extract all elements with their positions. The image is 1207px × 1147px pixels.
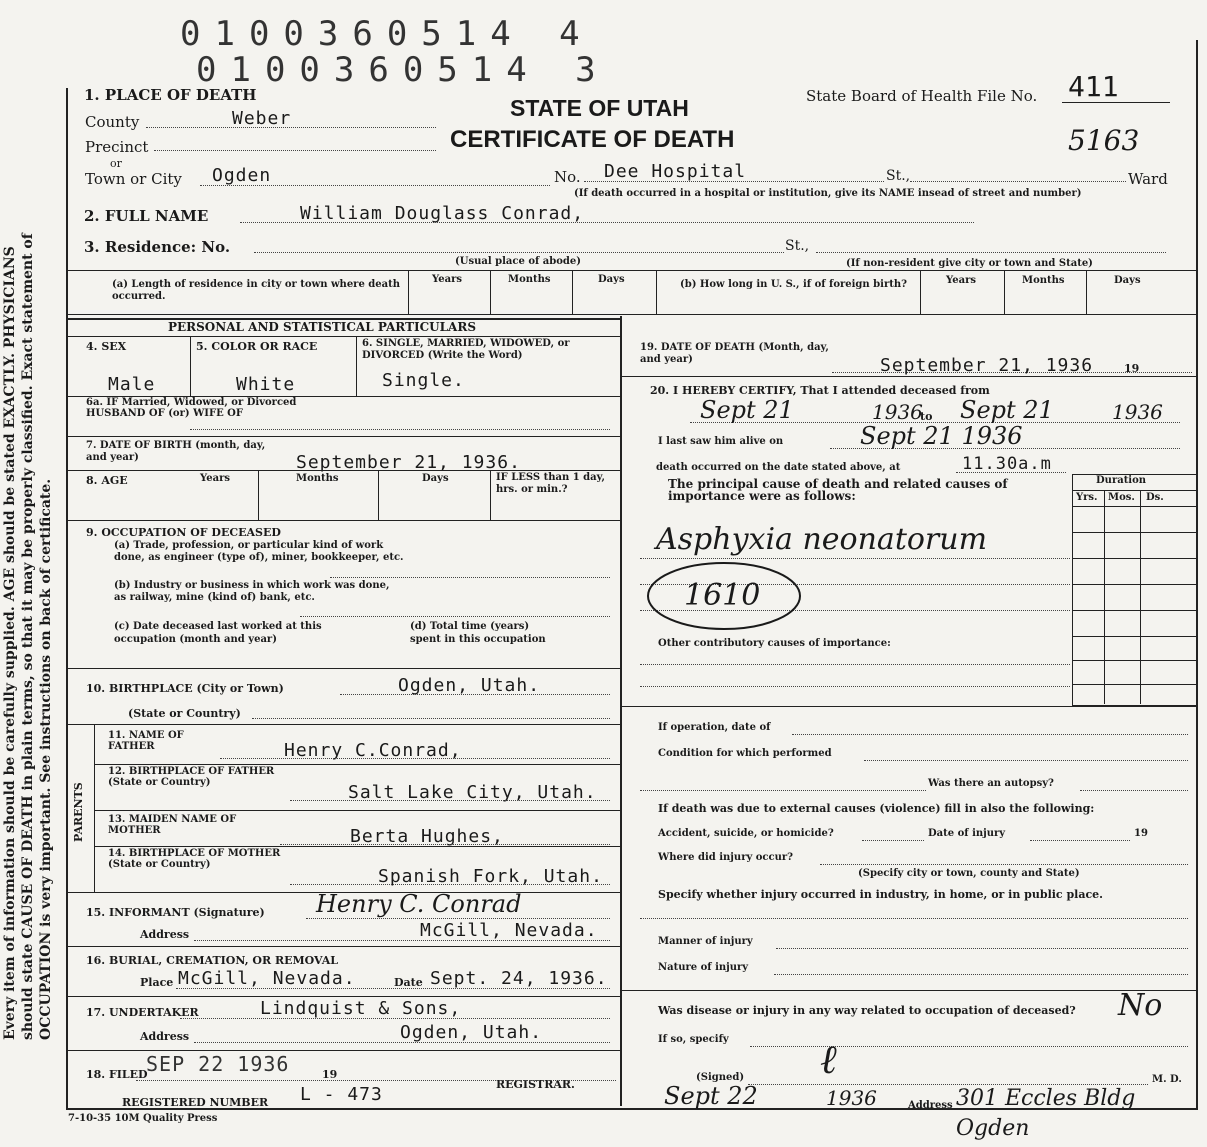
us-residence-label: (b) How long in U. S., if of foreign birth? — [680, 279, 907, 290]
us-days-header: Days — [1114, 275, 1141, 286]
burial-place-value: McGill, Nevada. — [178, 968, 356, 989]
md-label: M. D. — [1152, 1074, 1182, 1085]
sex-value: Male — [108, 374, 156, 395]
attended-from-year: 1936 — [872, 400, 923, 424]
hospital-note: (If death occurred in a hospital or institution, give its NAME insead of street and number) — [574, 188, 1082, 199]
undertaker-address-label: Address — [140, 1030, 190, 1043]
serial-number-second: 0100360514 3 — [196, 50, 610, 90]
file-no-label: State Board of Health File No. — [806, 87, 1038, 105]
condition-label: Condition for which performed — [658, 748, 832, 759]
physician-address-value: 301 Eccles Bldg Ogden — [956, 1086, 1136, 1141]
res-months-header: Months — [508, 274, 551, 285]
residence-st-label: St., — [785, 238, 810, 254]
mother-birthplace-value: Spanish Fork, Utah. — [378, 866, 603, 887]
attended-from: Sept 21 — [700, 396, 794, 424]
injury-date-suffix: 19 — [1134, 828, 1148, 839]
age-label: 8. AGE — [86, 474, 128, 487]
color-value: White — [236, 374, 296, 395]
birthplace-state-label: (State or Country) — [128, 707, 241, 720]
informant-label: 15. INFORMANT (Signature) — [86, 906, 265, 919]
attended-to: Sept 21 — [960, 396, 1054, 424]
print-line: 7-10-35 10M Quality Press — [68, 1113, 218, 1124]
marital-value: Single. — [382, 370, 465, 391]
birthplace-value: Ogden, Utah. — [398, 675, 541, 696]
us-months-header: Months — [1022, 275, 1065, 286]
nature-injury-label: Nature of injury — [658, 962, 749, 973]
serial-number-top: 0100360514 4 — [180, 14, 594, 54]
informant-address-value: McGill, Nevada. — [420, 920, 598, 941]
age-days-header: Days — [422, 473, 449, 484]
us-years-header: Years — [946, 275, 977, 286]
residence-label: 3. Residence: No. — [84, 238, 231, 256]
birthplace-label: 10. BIRTHPLACE (City or Town) — [86, 682, 284, 695]
color-label: 5. COLOR OR RACE — [196, 340, 318, 353]
sex-label: 4. SEX — [86, 340, 127, 353]
external-causes-label: If death was due to external causes (violence) fill in also the following: — [658, 802, 1095, 815]
last-saw-label: I last saw him alive on — [658, 436, 784, 447]
physician-address-label: Address — [908, 1100, 953, 1111]
full-name-label: 2. FULL NAME — [84, 207, 209, 225]
occupation-related-value: No — [1118, 988, 1163, 1023]
contributory-label: Other contributory causes of importance: — [658, 638, 891, 649]
street-label: St., — [886, 168, 911, 184]
burial-label: 16. BURIAL, CREMATION, OR REMOVAL — [86, 954, 338, 967]
cause-code: 1610 — [684, 578, 761, 613]
town-value: Ogden — [212, 165, 272, 186]
burial-date-value: Sept. 24, 1936. — [430, 968, 608, 989]
registered-number-label: REGISTERED NUMBER — [122, 1096, 269, 1109]
specify-industry-label: Specify whether injury occurred in industry, in home, or in public place. — [658, 888, 1103, 901]
time-of-death-label: death occurred on the date stated above, at — [656, 462, 901, 473]
father-birthplace-label: 12. BIRTHPLACE OF FATHER (State or Country) — [108, 766, 275, 788]
informant-address-label: Address — [140, 928, 190, 941]
filed-year-suffix: 19 — [322, 1068, 338, 1081]
cause-label: The principal cause of death and related causes of importance were as follows: — [668, 477, 1008, 503]
manner-injury-label: Manner of injury — [658, 936, 753, 947]
signed-date: Sept 22 — [664, 1082, 758, 1110]
occupation-b-label: (b) Industry or business in which work was done, as railway, mine (kind of) bank, etc. — [114, 580, 390, 603]
occupation-c-label: (c) Date deceased last worked at this occupation (month and year) — [114, 621, 322, 645]
father-name-label: 11. NAME OF FATHER — [108, 730, 184, 752]
where-injury-label: Where did injury occur? — [658, 852, 794, 863]
personal-heading: PERSONAL AND STATISTICAL PARTICULARS — [168, 320, 477, 334]
registered-number-value: L - 473 — [300, 1084, 383, 1105]
duration-yrs: Yrs. — [1076, 492, 1098, 503]
certificate-title: CERTIFICATE OF DEATH — [450, 126, 735, 153]
parents-side-label: PARENTS — [72, 782, 85, 842]
res-years-header: Years — [432, 274, 463, 285]
date-of-death-label: 19. DATE OF DEATH (Month, day, and year) — [640, 342, 829, 365]
filed-stamp: SEP 22 1936 — [146, 1052, 290, 1076]
operation-label: If operation, date of — [658, 722, 771, 733]
burial-date-label: Date — [394, 976, 423, 989]
duration-ds: Ds. — [1146, 492, 1164, 503]
time-of-death-value: 11.30a.m — [962, 454, 1052, 474]
duration-header: Duration — [1096, 475, 1147, 486]
dob-label: 7. DATE OF BIRTH (month, day, and year) — [86, 440, 266, 463]
side-note-line1: Every item of information should be carefully supplied. AGE should be stated EXACTLY. PHYSICIANS — [2, 246, 18, 1040]
or-label: or — [110, 157, 122, 170]
state-title: STATE OF UTAH — [510, 95, 689, 121]
age-years-header: Years — [200, 473, 231, 484]
mother-birthplace-label: 14. BIRTHPLACE OF MOTHER (State or Country) — [108, 848, 281, 870]
town-label: Town or City — [85, 170, 182, 188]
undertaker-address-value: Ogden, Utah. — [400, 1022, 543, 1043]
marital-label: 6. SINGLE, MARRIED, WIDOWED, or DIVORCED (Write the Word) — [362, 338, 570, 361]
occupation-label: 9. OCCUPATION OF DECEASED — [86, 526, 281, 539]
occupation-a-label: (a) Trade, profession, or particular kind of work done, as engineer (type of), miner, bookkeeper, etc. — [114, 540, 404, 563]
informant-signature: Henry C. Conrad — [316, 890, 522, 918]
if-so-label: If so, specify — [658, 1034, 729, 1045]
cause-value: Asphyxia neonatorum — [656, 522, 988, 557]
registrar-label: REGISTRAR. — [496, 1078, 575, 1091]
last-saw-value: Sept 21 1936 — [860, 422, 1023, 450]
father-name-value: Henry C.Conrad, — [284, 740, 462, 761]
file-no: 411 — [1068, 70, 1119, 103]
undertaker-label: 17. UNDERTAKER — [86, 1006, 199, 1019]
precinct-label: Precinct — [85, 138, 149, 156]
father-birthplace-value: Salt Lake City, Utah. — [348, 782, 597, 803]
specify-place-note: (Specify city or town, county and State) — [858, 868, 1080, 879]
mother-name-value: Berta Hughes, — [350, 826, 504, 847]
age-months-header: Months — [296, 473, 339, 484]
occupation-related-label: Was disease or injury in any way related to occupation of deceased? — [658, 1004, 1076, 1017]
to-label: to — [920, 410, 933, 423]
place-of-death-label: 1. PLACE OF DEATH — [84, 86, 257, 104]
dob-value: September 21, 1936. — [296, 452, 521, 473]
side-note-line3: OCCUPATION is very important. See instructions on back of certificate. — [38, 478, 54, 1040]
autopsy-label: Was there an autopsy? — [928, 778, 1054, 789]
burial-place-label: Place — [140, 976, 174, 989]
length-residence-label: (a) Length of residence in city or town where death occurred. — [112, 279, 401, 302]
injury-date-label: Date of injury — [928, 828, 1006, 839]
handwritten-number: 5163 — [1068, 124, 1140, 157]
signed-year: 1936 — [826, 1086, 877, 1110]
county-label: County — [85, 113, 140, 131]
duration-mos: Mos. — [1108, 492, 1135, 503]
undertaker-value: Lindquist & Sons, — [260, 998, 462, 1019]
nonresident-note: (If non-resident give city or town and State) — [846, 258, 1093, 269]
attended-to-year: 1936 — [1112, 400, 1163, 424]
certify-label: 20. I HEREBY CERTIFY, That I attended deceased from — [650, 384, 990, 397]
accident-label: Accident, suicide, or homicide? — [658, 828, 834, 839]
mother-name-label: 13. MAIDEN NAME OF MOTHER — [108, 814, 237, 836]
spouse-label: 6a. IF Married, Widowed, or Divorced HUSBAND OF (or) WIFE OF — [86, 397, 297, 419]
abode-note: (Usual place of abode) — [455, 256, 581, 267]
signed-label: (Signed) — [696, 1072, 745, 1083]
date-of-death-suffix: 19 — [1124, 362, 1140, 375]
side-note-line2: should state CAUSE OF DEATH in plain terms, so that it may be properly classified. Exact statement of — [20, 233, 36, 1040]
hospital-value: Dee Hospital — [604, 161, 747, 182]
filed-label: 18. FILED — [86, 1068, 148, 1081]
if-less-label: IF LESS than 1 day, hrs. or min.? — [496, 472, 605, 495]
hospital-no-label: No. — [554, 168, 581, 186]
occupation-d-label: (d) Total time (years) spent in this occupation — [410, 621, 546, 645]
physician-signature-mark: ℓ — [820, 1037, 837, 1083]
date-of-death-value: September 21, 1936 — [880, 355, 1094, 376]
res-days-header: Days — [598, 274, 625, 285]
ward-label: Ward — [1128, 170, 1168, 188]
county-value: Weber — [232, 108, 292, 129]
full-name-value: William Douglass Conrad, — [300, 203, 585, 224]
